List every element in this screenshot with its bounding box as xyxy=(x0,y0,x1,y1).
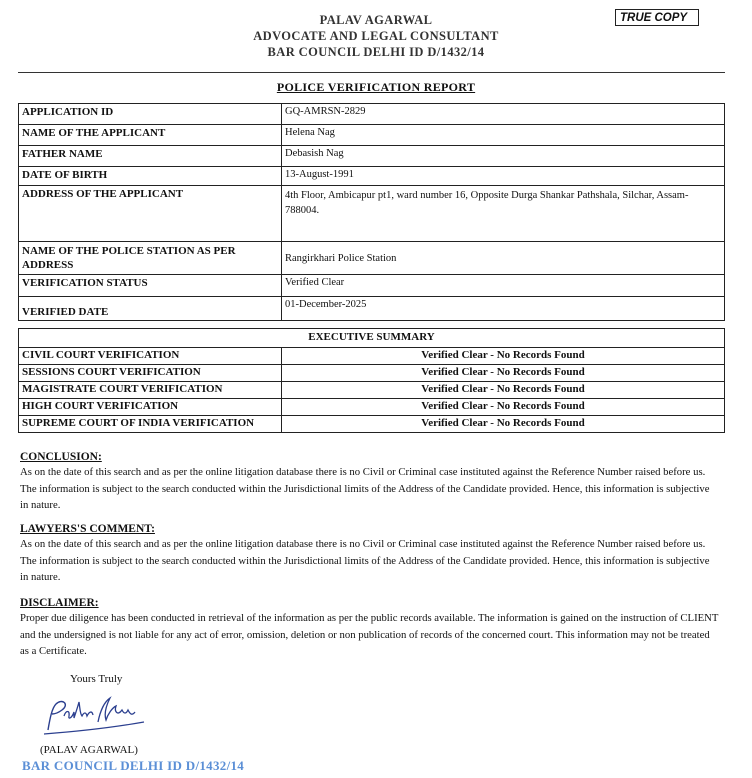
footer-bar-council-id: BAR COUNCIL DELHI ID D/1432/14 xyxy=(22,758,245,773)
row-value: Helena Nag xyxy=(282,125,725,146)
lawyers-comment-section xyxy=(20,522,720,586)
row-label: DATE OF BIRTH xyxy=(19,167,282,186)
table-row xyxy=(19,104,725,125)
executive-summary-table xyxy=(18,328,725,433)
true-copy-stamp: TRUE COPY xyxy=(615,9,699,26)
row-label: APPLICATION ID xyxy=(19,104,282,125)
row-label: MAGISTRATE COURT VERIFICATION xyxy=(19,382,282,399)
row-value: Verified Clear xyxy=(282,275,725,297)
row-value: 13-August-1991 xyxy=(282,167,725,186)
lawyers-comment-heading: LAWYERS'S COMMENT: xyxy=(20,523,155,535)
row-value: Verified Clear - No Records Found xyxy=(282,382,725,399)
disclaimer-heading: DISCLAIMER: xyxy=(20,597,99,609)
row-value: Verified Clear - No Records Found xyxy=(282,348,725,365)
table-row xyxy=(19,416,725,433)
report-title: POLICE VERIFICATION REPORT xyxy=(276,80,476,94)
applicant-info-table xyxy=(18,103,725,321)
row-value: Debasish Nag xyxy=(282,146,725,167)
table-row xyxy=(19,365,725,382)
table-row xyxy=(19,186,725,242)
row-value: GQ-AMRSN-2829 xyxy=(282,104,725,125)
row-label: FATHER NAME xyxy=(19,146,282,167)
table-row xyxy=(19,348,725,365)
row-value: Verified Clear - No Records Found xyxy=(282,399,725,416)
table-row xyxy=(19,146,725,167)
advocate-designation: ADVOCATE AND LEGAL CONSULTANT xyxy=(253,29,499,43)
table-row xyxy=(19,329,725,348)
conclusion-text: As on the date of this search and as per the online litigation database there is no Civil or Criminal case instituted against the Reference Number raised before us. The information is subject to the search conducted within the Jurisdictional limits of the Address of the Candidate provided. Hence, this information is subjective in nature. xyxy=(20,466,710,511)
closing-salutation: Yours Truly xyxy=(70,673,123,685)
row-label: CIVIL COURT VERIFICATION xyxy=(19,348,282,365)
row-label: ADDRESS OF THE APPLICANT xyxy=(19,186,282,242)
lawyers-comment-text: As on the date of this search and as per the online litigation database there is no Civil or Criminal case instituted against the Reference Number raised before us. The information is subject to the search conducted within the Jurisdictional limits of the Address of the Candidate provided. Hence, this information is subjective in nature. xyxy=(20,538,710,583)
row-value: 01-December-2025 xyxy=(282,297,725,321)
row-label: VERIFIED DATE xyxy=(19,297,282,321)
table-row xyxy=(19,399,725,416)
table-row xyxy=(19,382,725,399)
table-row xyxy=(19,125,725,146)
row-value: Verified Clear - No Records Found xyxy=(282,365,725,382)
row-label: VERIFICATION STATUS xyxy=(19,275,282,297)
row-label: NAME OF THE POLICE STATION AS PER ADDRESS xyxy=(19,242,282,275)
signatory-name: (PALAV AGARWAL) xyxy=(40,744,138,756)
row-label: HIGH COURT VERIFICATION xyxy=(19,399,282,416)
conclusion-heading: CONCLUSION: xyxy=(20,451,102,463)
table-row xyxy=(19,242,725,275)
handwritten-signature xyxy=(40,692,150,742)
row-value: Verified Clear - No Records Found xyxy=(282,416,725,433)
table-row xyxy=(19,275,725,297)
table-row xyxy=(19,297,725,321)
row-label: SUPREME COURT OF INDIA VERIFICATION xyxy=(19,416,282,433)
table-row xyxy=(19,167,725,186)
conclusion-section xyxy=(20,450,720,514)
executive-summary-title: EXECUTIVE SUMMARY xyxy=(19,329,725,348)
row-value: 4th Floor, Ambicapur pt1, ward number 16, Opposite Durga Shankar Pathshala, Silchar, Assam-788004. xyxy=(282,186,725,242)
disclaimer-section xyxy=(20,596,720,660)
row-label: NAME OF THE APPLICANT xyxy=(19,125,282,146)
disclaimer-text: Proper due diligence has been conducted in retrieval of the information as per the public records available. The information is gained on the instruction of CLIENT and the undersigned is not liable for any act of error, omission, deletion or non publication of records of the concerned court. This information may not be treated as a Certificate. xyxy=(20,612,719,657)
row-label: SESSIONS COURT VERIFICATION xyxy=(19,365,282,382)
bar-council-id: BAR COUNCIL DELHI ID D/1432/14 xyxy=(267,45,485,59)
advocate-name: PALAV AGARWAL xyxy=(319,13,433,27)
row-value: Rangirkhari Police Station xyxy=(282,242,725,275)
header-divider xyxy=(18,72,725,73)
